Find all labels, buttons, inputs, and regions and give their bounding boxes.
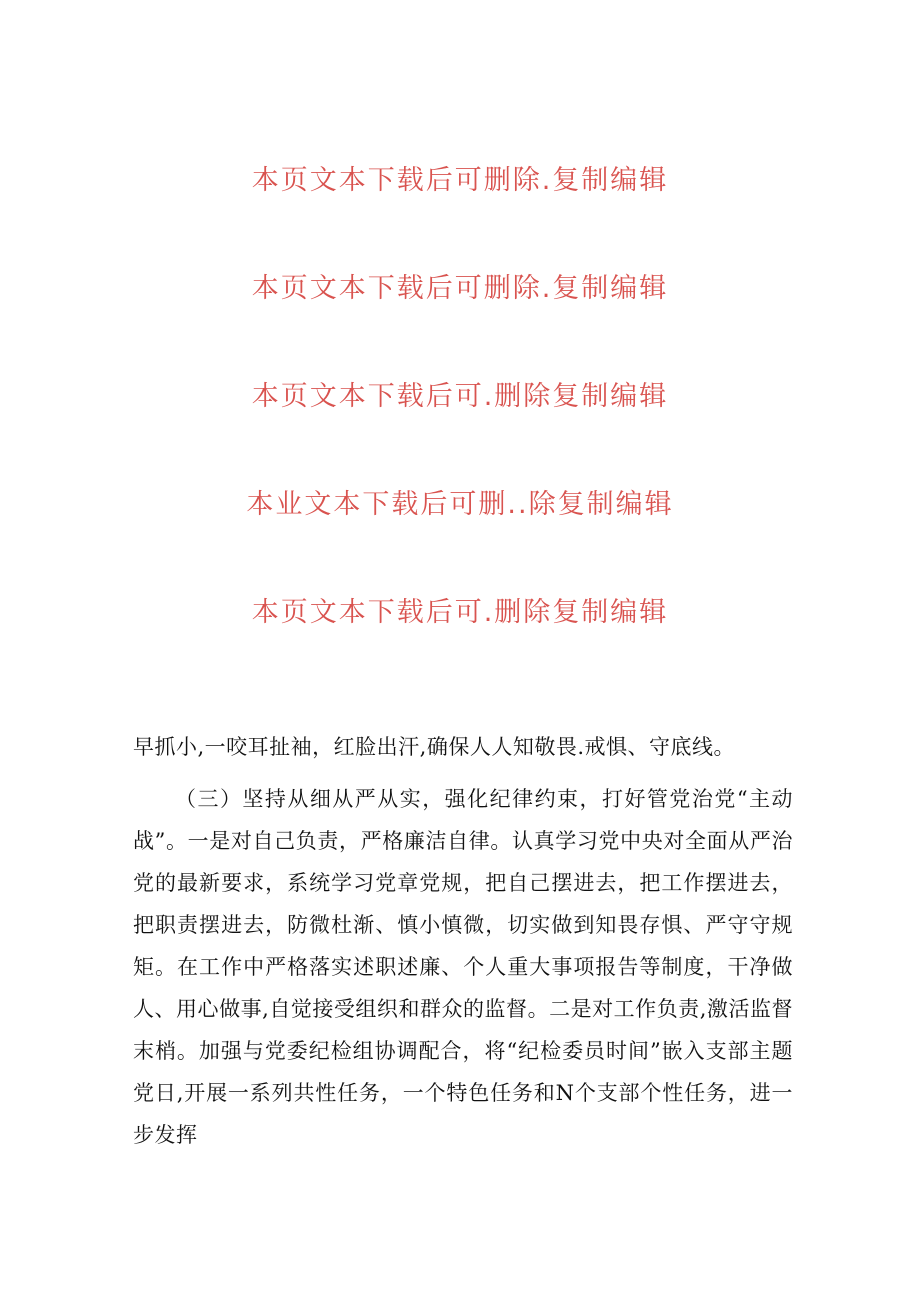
watermark-line: 本页文本下载后可.删除复制编辑 (251, 381, 669, 412)
watermark-line: 本页文本下载后可删除.复制编辑 (251, 273, 669, 304)
paragraph: 早抓小,一咬耳扯袖，红脸出汗,确保人人知敬畏.戒惧、守底线。 (133, 735, 736, 759)
watermark-line: 本业文本下载后可删..除复制编辑 (246, 489, 674, 520)
document-body (133, 726, 793, 1156)
watermark-line: 本页文本下载后可删除.复制编辑 (251, 165, 669, 196)
watermark-line: 本页文本下载后可.删除复制编辑 (251, 597, 669, 628)
paragraph: （三）坚持从细从严从实，强化纪律约束，打好管党治党“主动战”。一是对自己负责，严格廉洁自律。认真学习党中央对全面从严治党的最新要求，系统学习党章党规，把自己摆进去，把工作摆进去，把职责摆进去，防微杜渐、慎小慎微，切实做到知畏存惧、严守守规矩。在工作中严格落实述职述廉、个人重大事项报告等制度，干净做人、用心做事,自觉接受组织和群众的监督。二是对工作负责,激活监督末梢。加强与党委纪检组协调配合，将“纪检委员时间”嵌入支部主题党日,开展一系列共性任务，一个特色任务和N个支部个性任务，进一步发挥 (133, 787, 793, 1147)
